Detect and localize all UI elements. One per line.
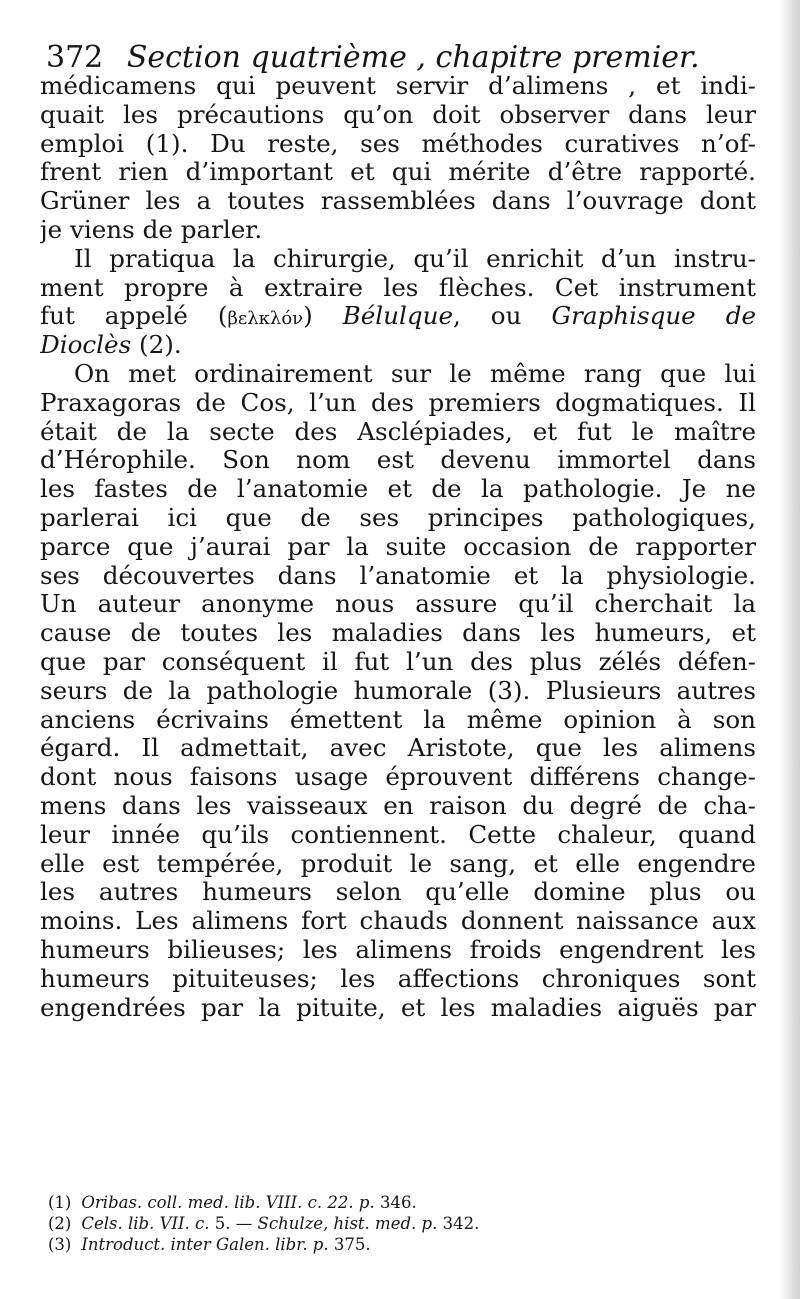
text-line: engendrées par la pituite, et les maladies aiguës par: [40, 993, 756, 1022]
text-line: emploi (1). Du reste, ses méthodes curatives n’of-: [40, 129, 756, 158]
text-line: Il pratiqua la chirurgie, qu’il enrichit d’un instru-: [74, 244, 756, 273]
footnote-text: Schulze, hist. med. p.: [257, 1214, 438, 1233]
page-edge-shadow: [778, 0, 800, 1299]
text-segment: fut appelé (: [40, 302, 228, 331]
page-number: 372: [46, 40, 104, 75]
running-title: Section quatrième , chapitre premier.: [126, 40, 700, 75]
text-line: ses découvertes dans l’anatomie et la physiologie.: [40, 561, 756, 590]
footnote: [48, 1213, 748, 1234]
text-line: les autres humeurs selon qu’elle domine plus ou: [40, 878, 756, 907]
footnote-text: Oribas. coll. med. lib. VIII. c. 22. p.: [81, 1193, 375, 1212]
text-line: les fastes de l’anatomie et de la pathologie. Je ne: [40, 475, 756, 504]
text-line: seurs de la pathologie humorale (3). Plusieurs autres: [40, 676, 756, 705]
text-line: Praxagoras de Cos, l’un des premiers dogmatiques. Il: [40, 388, 756, 417]
footnote-text: 375.: [328, 1235, 371, 1254]
text-line: elle est tempérée, produit le sang, et elle engendre: [40, 849, 756, 878]
text-line: je viens de parler.: [40, 215, 263, 244]
text-line: parlerai ici que de ses principes pathologiques,: [40, 503, 756, 532]
text-segment: (2).: [131, 331, 182, 360]
text-segment: ): [303, 302, 343, 331]
text-line: était de la secte des Asclépiades, et fut le maître: [40, 417, 756, 446]
text-line: moins. Les alimens fort chauds donnent naissance aux: [40, 907, 756, 936]
text-line: mens dans les vaisseaux en raison du degré de cha-: [40, 791, 756, 820]
text-line: parce que j’aurai par la suite occasion de rapporter: [40, 532, 756, 561]
footnote-text: Cels. lib. VII. c.: [81, 1214, 210, 1233]
text-line: cause de toutes les maladies dans les humeurs, et: [40, 619, 756, 648]
footnote-text: 5. —: [209, 1214, 258, 1233]
body-text: [40, 72, 756, 1022]
italic-word: Graphisque de: [551, 302, 756, 331]
text-line: quait les précautions qu’on doit observer dans leur: [40, 100, 756, 129]
footnotes: [48, 1192, 748, 1255]
text-line: [40, 331, 756, 360]
footnote: [48, 1234, 748, 1255]
text-line: frent rien d’important et qui mérite d’être rapporté.: [40, 158, 756, 187]
italic-word: Dioclès: [40, 331, 132, 360]
text-line: que par conséquent il fut l’un des plus zélés défen-: [40, 647, 756, 676]
text-line: [40, 302, 756, 331]
text-line: médicamens qui peuvent servir d’alimens , et indi-: [40, 72, 756, 100]
text-line: humeurs bilieuses; les alimens froids engendrent les: [40, 935, 756, 964]
footnote-mark: (1): [48, 1193, 72, 1212]
text-line: égard. Il admettait, avec Aristote, que les alimens: [40, 734, 756, 763]
text-line: anciens écrivains émettent la même opinion à son: [40, 705, 756, 734]
footnote-mark: (2): [48, 1214, 72, 1233]
footnote-text: Introduct. inter Galen. libr. p.: [81, 1235, 329, 1254]
text-line: ment propre à extraire les flèches. Cet instrument: [40, 273, 756, 302]
text-line: On met ordinairement sur le même rang que lui: [74, 359, 756, 388]
greek-word: βελκλόν: [227, 308, 304, 330]
footnote-text: 342.: [437, 1214, 480, 1233]
footnote-text: 346.: [374, 1193, 417, 1212]
text-line: dont nous faisons usage éprouvent différens change-: [40, 763, 756, 792]
text-line: Grüner les a toutes rassemblées dans l’ouvrage dont: [40, 187, 756, 216]
text-line: humeurs pituiteuses; les affections chroniques sont: [40, 964, 756, 993]
text-line: leur innée qu’ils contiennent. Cette chaleur, quand: [40, 820, 756, 849]
italic-word: Bélulque: [342, 302, 454, 331]
text-line: d’Hérophile. Son nom est devenu immortel dans: [40, 446, 756, 475]
text-segment: , ou: [453, 302, 552, 331]
text-line: Un auteur anonyme nous assure qu’il cherchait la: [40, 590, 756, 619]
footnote-mark: (3): [48, 1235, 72, 1254]
footnote: [48, 1192, 748, 1213]
